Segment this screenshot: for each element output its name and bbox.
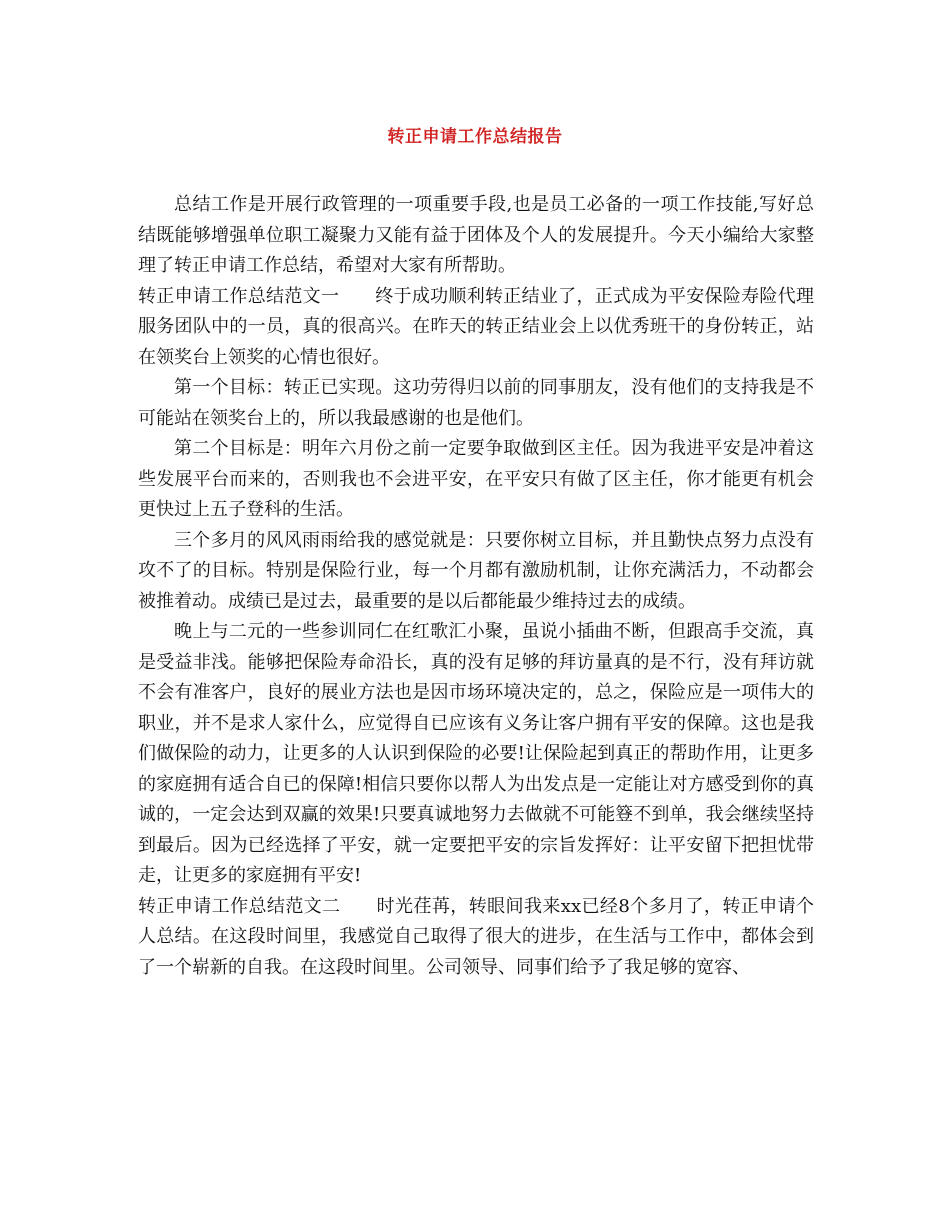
document-body (138, 190, 814, 983)
paragraph-sample-two (138, 892, 814, 984)
paragraph-goal-two (138, 434, 814, 526)
paragraph-text: 晚上与二元的一些参训同仁在红歌汇小聚，虽说小插曲不断，但跟高手交流，真是受益非浅。能够把保险寿命沿长，真的没有足够的拜访量真的是不行，没有拜访就不会有准客户，良好的展业方法也是因市场环境决定的，总之，保险应是一项伟大的职业，并不是求人家什么，应觉得自已应该有义务让客户拥有平安的保障。这也是我们做保险的动力，让更多的人认识到保险的必要!让保险起到真正的帮助作用，让更多的家庭拥有适合自已的保障!相信只要你以帮人为出发点是一定能让对方感受到你的真诚的，一定会达到双赢的效果!只要真诚地努力去做就不可能簦不到单，我会继续坚持到最后。因为已经选择了平安，就一定要把平安的宗旨发挥好：让平安留下把担忧带走，让更多的家庭拥有平安! (138, 621, 814, 886)
paragraph-text: 三个多月的风风雨雨给我的感觉就是：只要你树立目标，并且勤快点努力点没有攻不了的目标。特别是保险行业，每一个月都有激励机制，让你充满活力，不动都会被推着动。成绩已是过去，最重要的是以后都能最少维持过去的成绩。 (138, 529, 814, 612)
section-label: 转正申请工作总结范文一 (138, 285, 340, 307)
paragraph-text: 终于成功顺利转正结业了，正式成为平安保险寿险代理服务团队中的一员，真的很高兴。在昨天的转正结业会上以优秀班干的身份转正，站在领奖台上领奖的心情也很好。 (138, 285, 814, 368)
paragraph-text: 第二个目标是：明年六月份之前一定要争取做到区主任。因为我进平安是冲着这些发展平台而来的，否则我也不会进平安，在平安只有做了区主任，你才能更有机会更快过上五子登科的生活。 (138, 438, 814, 520)
paragraph-text: 时光荏苒，转眼间我来xx已经8个多月了，转正申请个人总结。在这段时间里，我感觉自己取得了很大的进步，在生活与工作中，都体会到了一个崭新的自我。在这段时间里。公司领导、同事们给予了我足够的宽容、 (138, 895, 814, 978)
paragraph-text: 第一个目标：转正已实现。这功劳得归以前的同事朋友，没有他们的支持我是不可能站在领奖台上的，所以我最感谢的也是他们。 (138, 377, 814, 429)
paragraph-sample-one (138, 282, 814, 374)
paragraph-intro (138, 190, 814, 282)
paragraph-gathering (138, 617, 814, 892)
document-title: 转正申请工作总结报告 (387, 127, 563, 147)
paragraph-feelings (138, 526, 814, 618)
paragraph-goal-one (138, 373, 814, 434)
paragraph-text: 总结工作是开展行政管理的一项重要手段,也是员工必备的一项工作技能,写好总结既能够增强单位职工凝聚力又能有益于团体及个人的发展提升。今天小编给大家整理了转正申请工作总结，希望对大家有所帮助。 (138, 194, 814, 276)
section-label: 转正申请工作总结范文二 (138, 895, 341, 917)
